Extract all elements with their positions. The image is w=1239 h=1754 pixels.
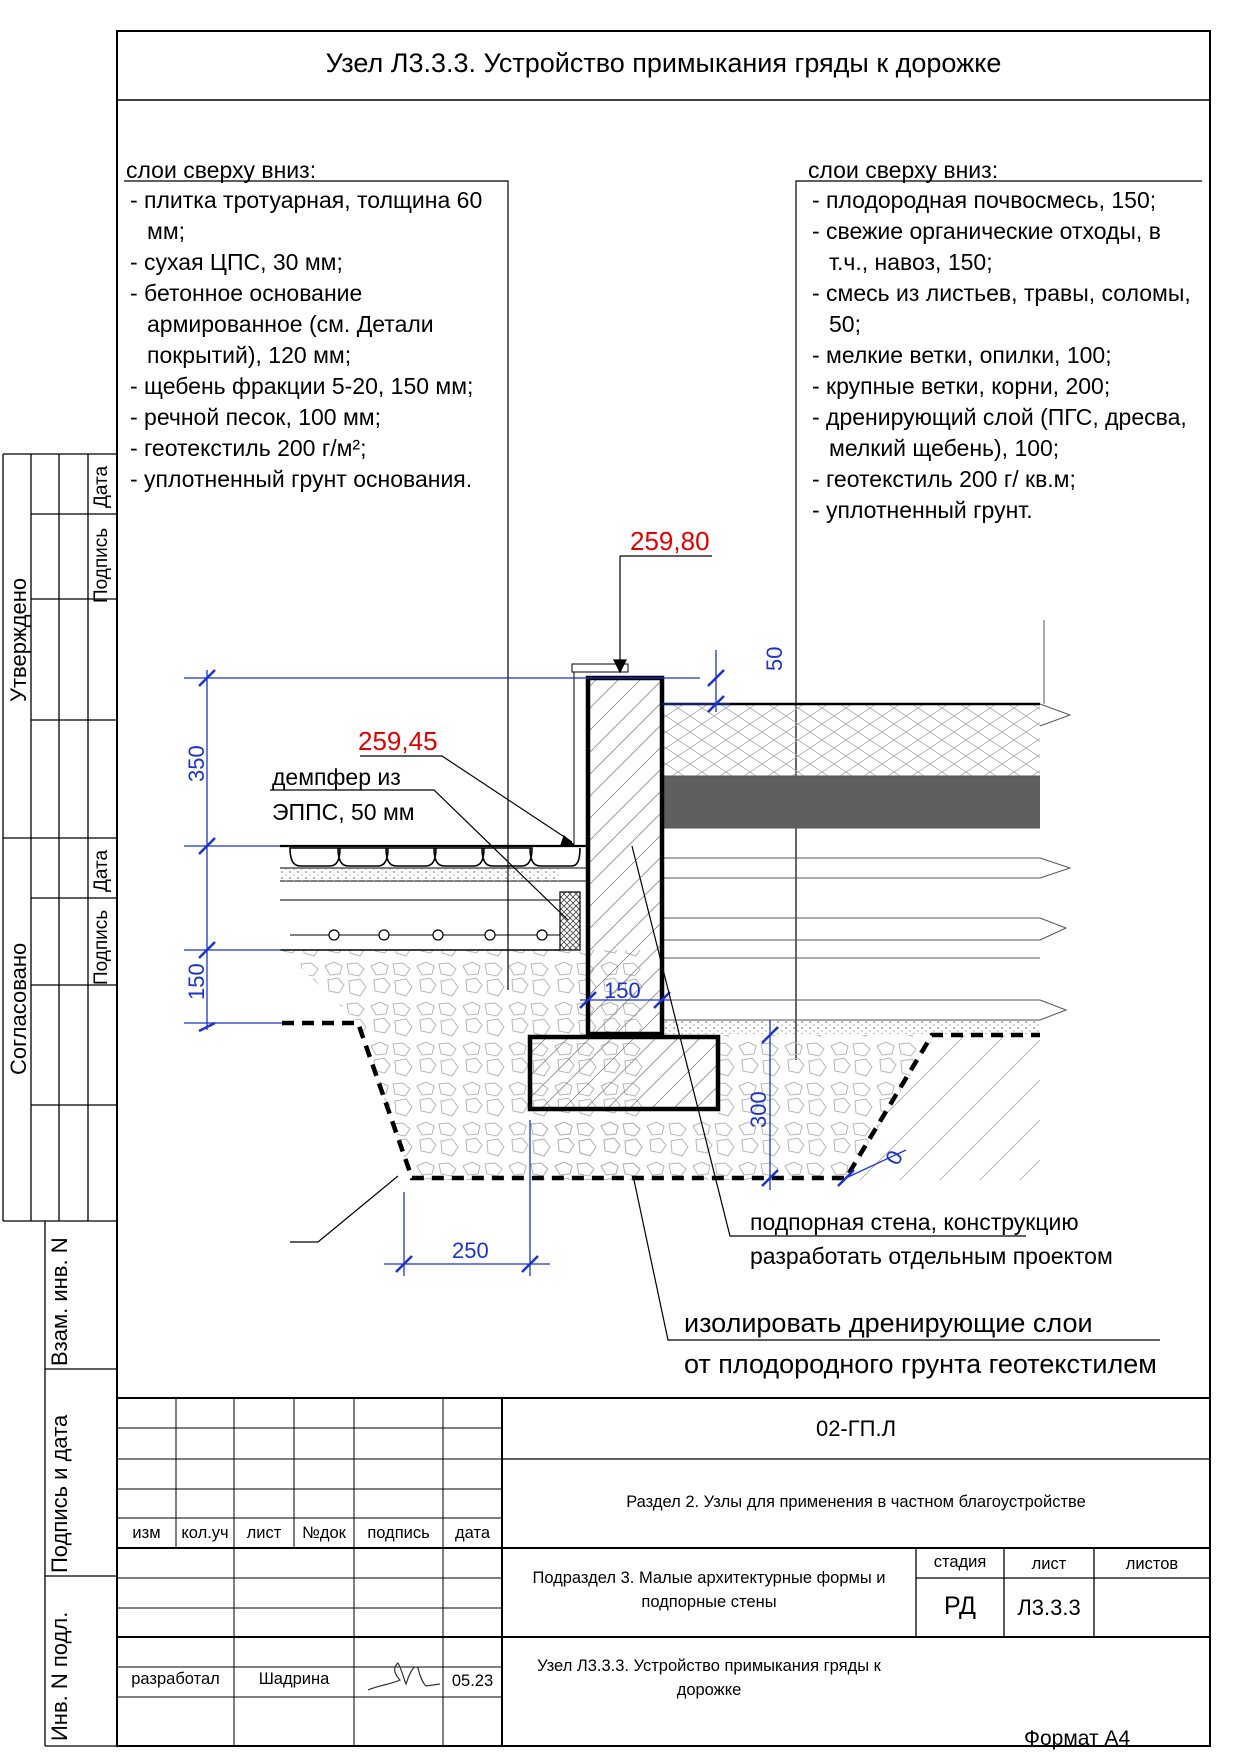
isolation-note-2: от плодородного грунта геотекстилем xyxy=(684,1349,1157,1379)
right-layers xyxy=(808,159,1208,526)
dim-300: 300 xyxy=(746,1091,771,1128)
dim-350: 350 xyxy=(184,745,209,782)
side-sign-2: Подпись xyxy=(91,909,112,985)
doc-node-2: дорожке xyxy=(676,1681,742,1699)
right-layers-line: мелкий щебень), 100; xyxy=(829,435,1060,461)
revision-col-0: изм xyxy=(132,1524,161,1542)
left-layers xyxy=(126,159,506,495)
side-approved: Утверждено xyxy=(6,577,31,702)
left-layers-line: - сухая ЦПС, 30 мм; xyxy=(130,249,343,275)
sheet-label: лист xyxy=(1031,1555,1067,1573)
revision-col-3: №док xyxy=(302,1524,346,1542)
left-layers-list xyxy=(126,185,506,495)
revision-col-5: дата xyxy=(455,1524,490,1542)
left-layers-heading: слои сверху вниз: xyxy=(126,157,317,183)
right-layers-line: - дренирующий слой (ПГС, дресва, xyxy=(812,404,1187,430)
dim-150-left: 150 xyxy=(184,963,209,1000)
doc-code: 02-ГП.Л xyxy=(815,1416,897,1441)
right-layers-line: - плодородная почвосмесь, 150; xyxy=(812,187,1157,213)
dim-0: 0 xyxy=(880,1146,909,1169)
drawing-title: Узел Л3.3.3. Устройство примыкания гряды к дорожке xyxy=(325,48,1002,78)
dim-250: 250 xyxy=(452,1238,489,1263)
right-layers-line: 50; xyxy=(829,311,861,337)
wall-note-2: разработать отдельным проектом xyxy=(750,1243,1113,1269)
dim-50: 50 xyxy=(762,646,787,671)
sheet-value: Л3.3.3 xyxy=(1017,1595,1081,1620)
doc-subsection-1: Подраздел 3. Малые архитектурные формы и xyxy=(532,1569,886,1587)
dim-150-wall: 150 xyxy=(604,978,641,1003)
left-layers-line: - геотекстиль 200 г/м²; xyxy=(130,435,367,461)
side-date-2: Дата xyxy=(91,849,112,892)
right-layers-line: - свежие органические отходы, в xyxy=(812,218,1161,244)
doc-node-1: Узел Л3.3.3. Устройство примыкания гряды к xyxy=(537,1657,881,1675)
left-layers-line: - речной песок, 100 мм; xyxy=(130,404,382,430)
left-layers-line: - бетонное основание xyxy=(130,280,363,306)
left-layers-line: - плитка тротуарная, толщина 60 xyxy=(130,187,483,213)
side-inv-replace: Взам. инв. N xyxy=(47,1237,72,1366)
side-date-1: Дата xyxy=(91,465,112,508)
right-layers-heading: слои сверху вниз: xyxy=(808,157,999,183)
damper-label-2: ЭППС, 50 мм xyxy=(272,799,415,825)
revision-col-1: кол.уч xyxy=(181,1524,229,1542)
right-layers-line: - уплотненный грунт. xyxy=(812,497,1033,523)
side-sign-and-date: Подпись и дата xyxy=(47,1414,72,1573)
revision-col-2: лист xyxy=(246,1524,282,1542)
left-layers-line: - уплотненный грунт основания. xyxy=(130,466,473,492)
left-layers-line: мм; xyxy=(147,218,186,244)
right-layers-line: - крупные ветки, корни, 200; xyxy=(812,373,1111,399)
left-layers-line: армированное (см. Детали xyxy=(147,311,434,337)
revision-col-4: подпись xyxy=(367,1524,430,1542)
right-layers-line: т.ч., навоз, 150; xyxy=(829,249,993,275)
elevation-path: 259,45 xyxy=(358,726,438,756)
doc-subsection-2: подпорные стены xyxy=(641,1593,777,1611)
developer-name: Шадрина xyxy=(258,1670,330,1688)
doc-section: Раздел 2. Узлы для применения в частном благоустройстве xyxy=(626,1493,1086,1511)
sheets-label: листов xyxy=(1125,1555,1179,1573)
right-layers-list xyxy=(808,185,1208,526)
elevation-top: 259,80 xyxy=(630,526,710,556)
side-sign-1: Подпись xyxy=(91,527,112,603)
damper-label-1: демпфер из xyxy=(272,764,401,790)
right-layers-line: - мелкие ветки, опилки, 100; xyxy=(812,342,1112,368)
wall-note-1: подпорная стена, конструкцию xyxy=(750,1209,1079,1235)
left-layers-line: покрытий), 120 мм; xyxy=(147,342,352,368)
stage-value: РД xyxy=(944,1592,976,1620)
right-layers-line: - геотекстиль 200 г/ кв.м; xyxy=(812,466,1076,492)
side-inv-orig: Инв. N подл. xyxy=(47,1611,72,1741)
side-agreed: Согласовано xyxy=(6,942,31,1075)
left-layers-line: - щебень фракции 5-20, 150 мм; xyxy=(130,373,474,399)
right-layers-line: - смесь из листьев, травы, соломы, xyxy=(812,280,1191,306)
developed-label: разработал xyxy=(131,1670,220,1688)
stage-label: стадия xyxy=(933,1553,987,1571)
isolation-note-1: изолировать дренирующие слои xyxy=(684,1308,1093,1338)
developed-date: 05.23 xyxy=(451,1672,494,1690)
sheet-format: Формат А4 xyxy=(1024,1727,1131,1750)
